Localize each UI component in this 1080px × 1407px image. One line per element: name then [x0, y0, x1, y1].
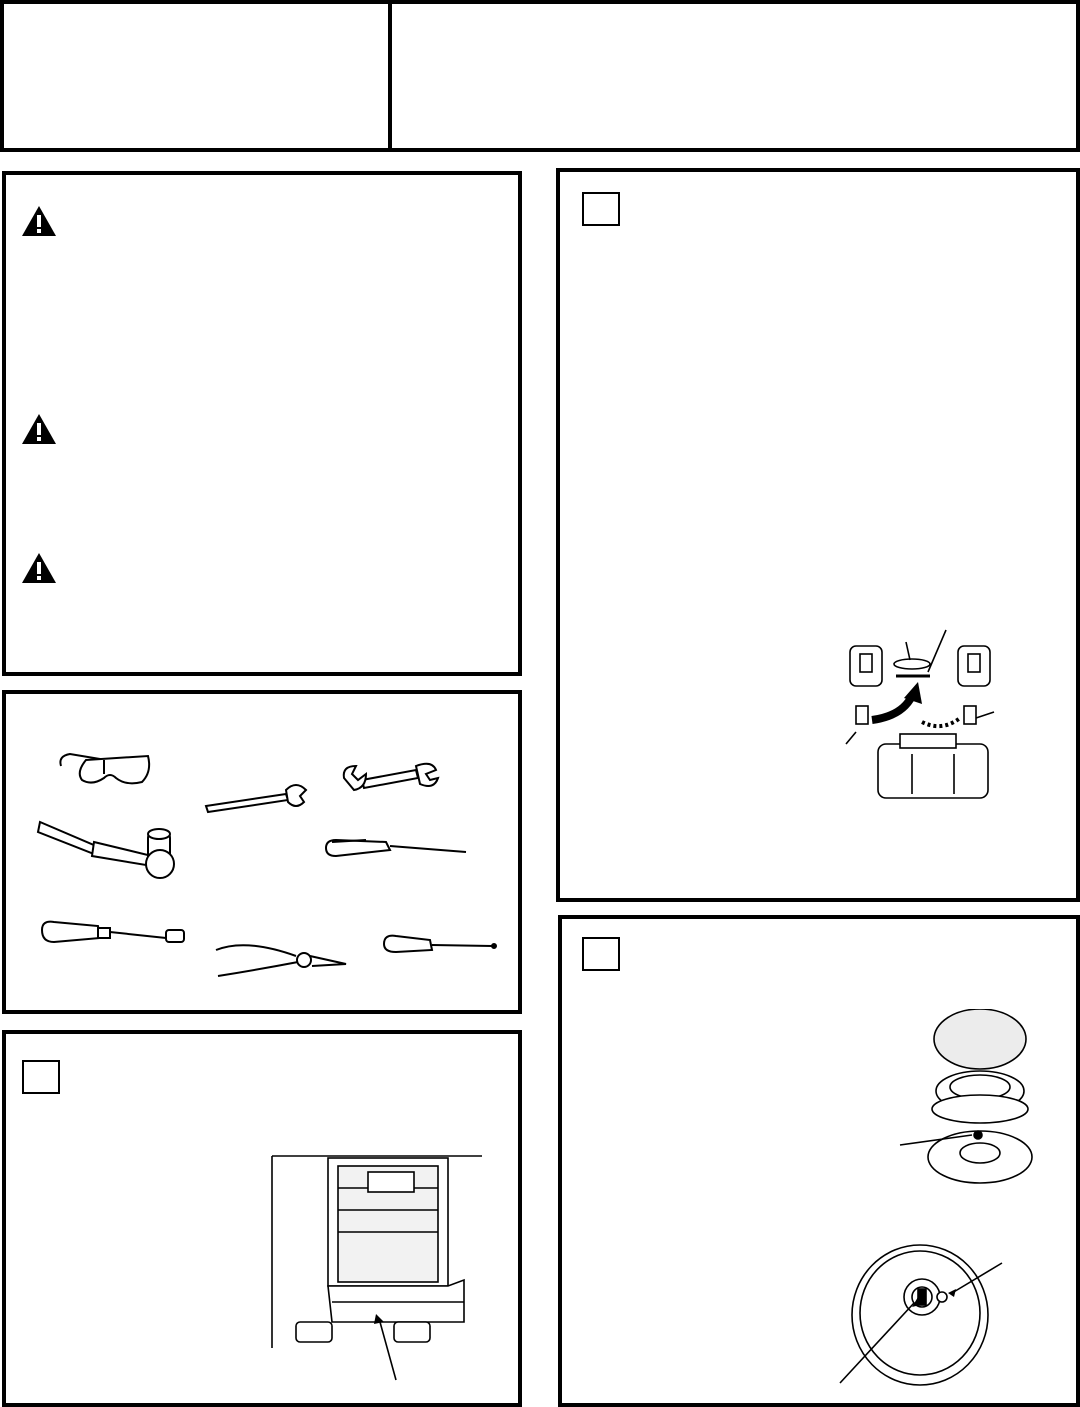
- burner-assembly-illustration: [890, 1009, 1050, 1195]
- nut-driver-icon: [42, 922, 184, 942]
- step-number-box: [22, 1060, 60, 1094]
- adjustable-wrench-icon: [206, 785, 306, 812]
- warnings-panel: [2, 171, 522, 676]
- orifice-conversion-illustration: [842, 624, 1024, 808]
- header-left-panel: [0, 0, 392, 152]
- tools-illustration: [6, 694, 518, 1010]
- burner-base-illustration: [830, 1241, 1020, 1391]
- header-right-panel: [388, 0, 1080, 152]
- safety-glasses-icon: [60, 754, 149, 783]
- step-panel-a: [2, 1030, 522, 1407]
- needle-nose-pliers-icon: [216, 945, 346, 976]
- flat-screwdriver-icon: [326, 840, 466, 856]
- open-end-wrench-icon: [344, 764, 438, 790]
- warning-triangle-icon: [21, 413, 57, 445]
- warning-triangle-icon: [21, 552, 57, 584]
- step-panel-b: [556, 168, 1080, 902]
- ratchet-socket-icon: [38, 822, 174, 878]
- step-number-box: [582, 192, 620, 226]
- step-number-box: [582, 937, 620, 971]
- warning-triangle-icon: [21, 205, 57, 237]
- step-panel-c: [558, 915, 1080, 1407]
- tools-panel: [2, 690, 522, 1014]
- phillips-screwdriver-icon: [384, 936, 496, 952]
- range-drawer-illustration: [268, 1152, 494, 1382]
